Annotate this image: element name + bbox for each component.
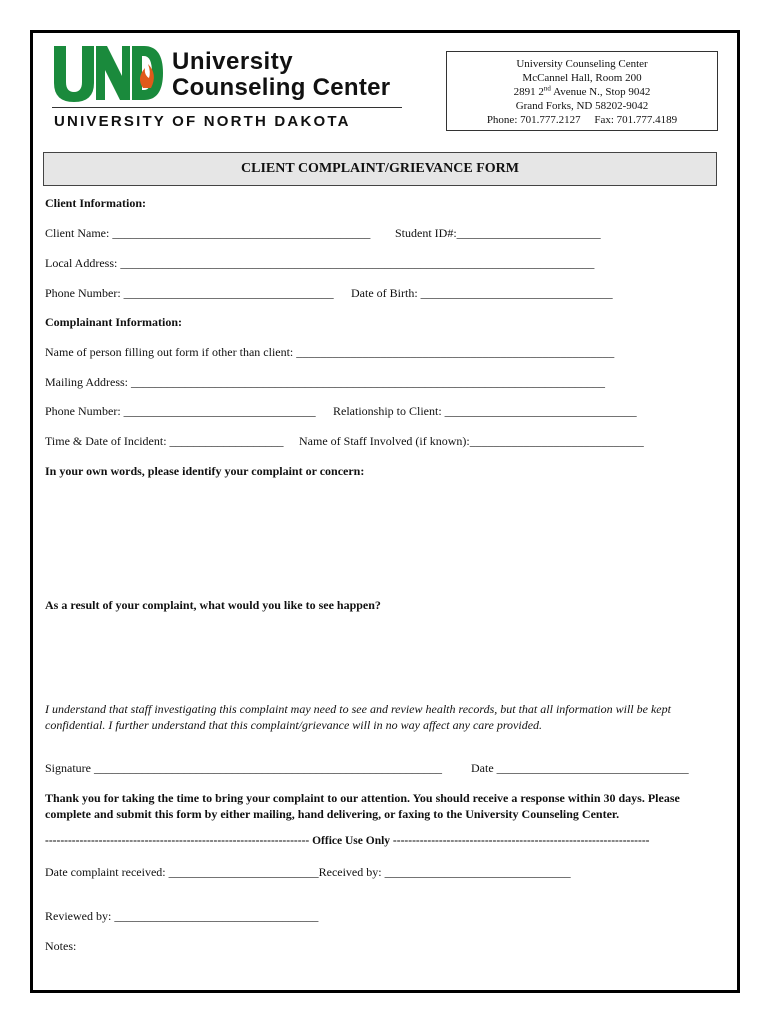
complaint-response-area[interactable] bbox=[45, 482, 715, 592]
outcome-question: As a result of your complaint, what would you like to see happen? bbox=[45, 598, 381, 612]
address-line-3: 2891 2nd Avenue N., Stop 9042 bbox=[513, 84, 651, 98]
reviewed-by-field[interactable]: Reviewed by: __________________________________ bbox=[45, 909, 319, 923]
logo-rule bbox=[52, 107, 402, 108]
local-address-field[interactable]: Local Address: _______________________________________________________________________________ bbox=[45, 256, 595, 270]
logo-und-name: UNIVERSITY OF NORTH DAKOTA bbox=[54, 113, 351, 130]
name-other-field[interactable]: Name of person filling out form if other than client: _____________________________________________________ bbox=[45, 345, 615, 359]
und-logo-icon bbox=[52, 42, 164, 104]
consent-statement: I understand that staff investigating this complaint may need to see and review health records, but that all information will be kept confidential. I further understand that this complaint/grievance will in no way affect any care provided. bbox=[45, 702, 671, 732]
signature-field[interactable]: Signature __________________________________________________________ bbox=[45, 761, 442, 775]
date-received-field[interactable]: Date complaint received: _________________________Received by: _______________________________ bbox=[45, 865, 571, 879]
phone-number-field[interactable]: Phone Number: ___________________________________ bbox=[45, 286, 334, 300]
logo-university: University bbox=[172, 48, 294, 75]
address-box bbox=[446, 51, 718, 131]
mailing-address-field[interactable]: Mailing Address: _______________________________________________________________________________ bbox=[45, 375, 605, 389]
date-of-birth-field[interactable]: Date of Birth: ________________________________ bbox=[351, 286, 613, 300]
address-line-1: University Counseling Center bbox=[516, 58, 648, 70]
complaint-question: In your own words, please identify your complaint or concern: bbox=[45, 464, 365, 478]
complainant-info-heading: Complainant Information: bbox=[45, 315, 183, 329]
signature-date-field[interactable]: Date ________________________________ bbox=[471, 761, 689, 775]
client-name-field[interactable]: Client Name: ___________________________________________ bbox=[45, 226, 371, 240]
thank-you-note: Thank you for taking the time to bring your complaint to our attention. You should receive a response within 30 days. Please complete and submit this form by either mailing, hand delivering, or faxing to the University Counseling Center. bbox=[45, 791, 680, 821]
staff-involved-field[interactable]: Name of Staff Involved (if known):_____________________________ bbox=[299, 434, 644, 448]
student-id-field[interactable]: Student ID#:________________________ bbox=[395, 226, 601, 240]
office-use-divider: --------------------------------------------------------------------- Office Use Only ------------------------------------------------------------------- bbox=[45, 835, 650, 847]
notes-area[interactable] bbox=[95, 936, 715, 980]
client-info-heading: Client Information: bbox=[45, 196, 146, 210]
logo-counseling-center: Counseling Center bbox=[172, 74, 391, 101]
notes-label: Notes: bbox=[45, 939, 77, 953]
relationship-field[interactable]: Relationship to Client: ________________________________ bbox=[333, 404, 637, 418]
outcome-response-area[interactable] bbox=[45, 616, 715, 696]
form-title: CLIENT COMPLAINT/GRIEVANCE FORM bbox=[43, 152, 717, 186]
address-line-5: Phone: 701.777.2127 Fax: 701.777.4189 bbox=[486, 114, 678, 126]
complainant-phone-field[interactable]: Phone Number: ________________________________ bbox=[45, 404, 316, 418]
address-line-2: McCannel Hall, Room 200 bbox=[522, 72, 642, 84]
address-line-4: Grand Forks, ND 58202-9042 bbox=[515, 100, 649, 112]
incident-time-date-field[interactable]: Time & Date of Incident: ___________________ bbox=[45, 434, 284, 448]
